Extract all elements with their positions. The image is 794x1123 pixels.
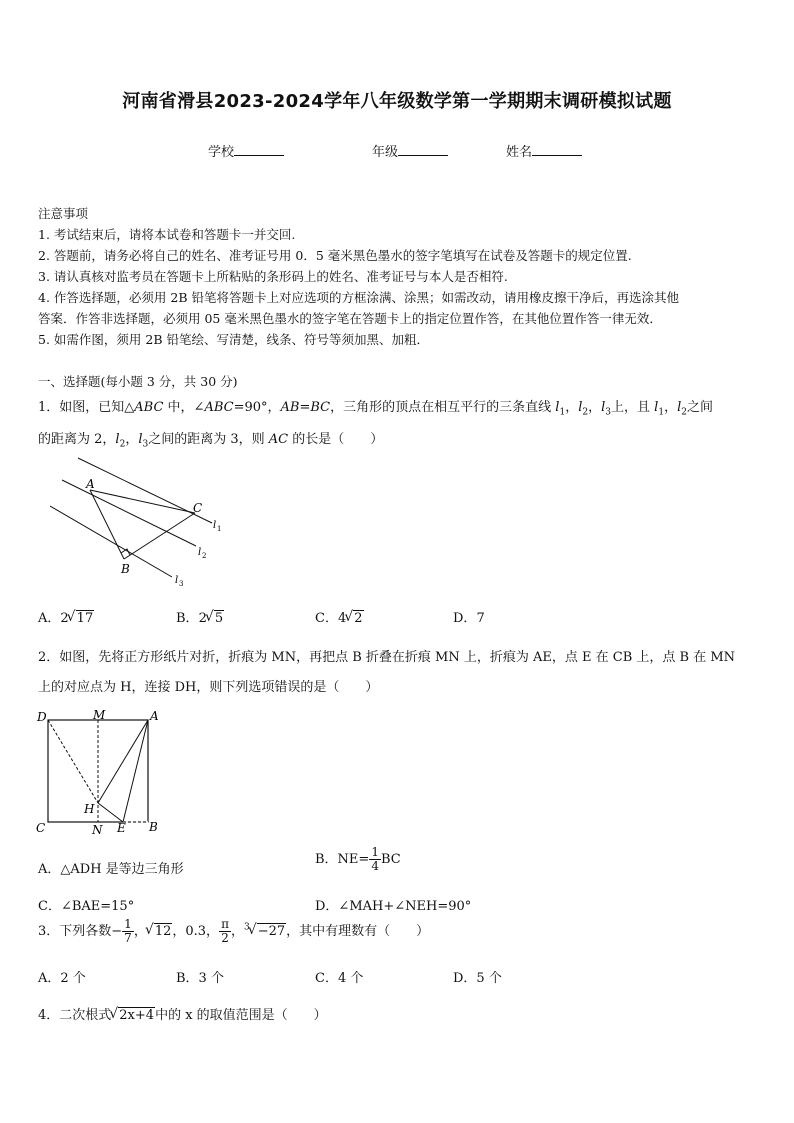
fraction	[369, 846, 381, 873]
q3-text: ，	[230, 924, 244, 939]
option-coef: 2	[60, 611, 69, 626]
label-a: A	[150, 709, 159, 723]
seg-ae	[123, 720, 148, 822]
option-letter: D．	[453, 611, 477, 626]
name-blank	[532, 143, 582, 156]
notice-item: 2. 答题前，请务必将自己的姓名、准考证号用 0．5 毫米黑色墨水的签字笔填写在试卷及答题卡的规定位置.	[38, 248, 632, 263]
q3-text: 3．下列各数−	[38, 924, 123, 939]
q3-option-b[interactable]: B．3 个	[176, 971, 224, 986]
q1-text: 上，且	[611, 400, 655, 415]
label-c: C	[193, 501, 203, 515]
q1-sub: 2	[119, 439, 126, 450]
q1-var: l	[138, 432, 143, 447]
label-l3-sub: 3	[179, 580, 184, 588]
notice-item: 5. 如需作图，须用 2B 铅笔绘、写清楚，线条、符号等须加黑、加粗．	[38, 332, 429, 347]
sqrt-symbol	[346, 611, 363, 626]
sqrt-symbol	[111, 1008, 155, 1023]
q1-var: AC	[268, 432, 289, 447]
q2-option-a[interactable]: A．△ADH 是等边三角形	[38, 862, 184, 877]
q1-sub: 1	[559, 407, 566, 418]
q1-text: =	[299, 400, 311, 415]
school-blank	[234, 143, 284, 156]
section-heading: 一、选择题(每小题 3 分，共 30 分)	[38, 374, 238, 389]
denominator: 2	[221, 931, 229, 945]
radicand: 17	[76, 611, 94, 626]
q4-text: 中的 x 的取值范围是（ ）	[155, 1008, 327, 1023]
label-e: E	[117, 821, 126, 835]
q1-line2: 的距离为 2，$l_2$，$l_3$之间的距离为 3，则 AC 的长是（ ）	[38, 432, 384, 450]
seg-he	[98, 803, 123, 822]
label-c: C	[36, 821, 46, 835]
grade-field	[372, 141, 448, 160]
q1-var: l	[677, 400, 682, 415]
right-angle-mark	[121, 549, 130, 555]
q1-figure	[50, 455, 240, 590]
q3-text: ，0.3，	[172, 924, 220, 939]
notice-heading: 注意事项	[38, 206, 89, 221]
seg-dh	[48, 720, 98, 803]
option-coef: 7	[476, 611, 485, 626]
q1-option-c[interactable]	[315, 607, 364, 626]
school-label: 学校	[208, 145, 235, 160]
fraction	[122, 918, 134, 945]
option-text: B．NE=	[315, 852, 370, 867]
option-letter: C．	[315, 611, 338, 626]
label-n: N	[92, 823, 103, 837]
q1-option-b[interactable]	[176, 607, 224, 626]
notice-item: 4. 作答选择题，必须用 2B 铅笔将答题卡上对应选项的方框涂满、涂黑；如需改动，请用橡皮擦干净后，再选涂其他	[38, 290, 679, 305]
q1-var: BC	[310, 400, 331, 415]
q3-line	[38, 918, 429, 945]
q3-option-d[interactable]: D．5 个	[453, 971, 502, 986]
q3-text: ，其中有理数有（ ）	[286, 924, 430, 939]
q1-text: 的长是（ ）	[288, 432, 384, 447]
sqrt-symbol	[147, 924, 173, 939]
q4-text: 4．二次根式	[38, 1008, 112, 1023]
q1-num: 1．	[38, 400, 60, 415]
seg-ah	[98, 720, 148, 803]
label-l2-sub: 2	[202, 552, 207, 560]
q1-text: 如图，已知△	[59, 400, 135, 415]
q4-line	[38, 1004, 327, 1023]
q1-text: ，三角形的顶点在相互平行的三条直线	[330, 400, 556, 415]
side-bc	[124, 513, 195, 559]
q1-var: AB	[280, 400, 300, 415]
q1-var: l	[654, 400, 659, 415]
option-coef: 2	[198, 611, 207, 626]
q1-var: ABC	[134, 400, 164, 415]
label-h: H	[84, 802, 95, 816]
radicand: 12	[154, 924, 172, 939]
q1-var: l	[578, 400, 583, 415]
page-title: 河南省滑县2023-2024学年八年级数学第一学期期末调研模拟试题	[122, 91, 672, 112]
label-a: A	[86, 477, 95, 491]
q1-option-d[interactable]	[453, 607, 485, 626]
q1-var: l	[555, 400, 560, 415]
denominator: 7	[124, 931, 132, 945]
denominator: 4	[371, 859, 379, 873]
name-label: 姓名	[506, 145, 533, 160]
notice-item: 3. 请认真核对监考员在答题卡上所粘贴的条形码上的姓名、准考证号与本人是否相符.	[38, 269, 508, 284]
notice-item: 1. 考试结束后，请将本试卷和答题卡一并交回.	[38, 227, 296, 242]
line-l3	[50, 506, 172, 577]
label-l2: l	[198, 547, 202, 558]
q1-text: =90°，	[233, 400, 281, 415]
radicand: 5	[214, 611, 224, 626]
grade-label: 年级	[372, 145, 399, 160]
q1-var: l	[115, 432, 120, 447]
q1-text: 的距离为 2，	[38, 432, 116, 447]
q2-line1: 2．如图，先将正方形纸片对折，折痕为 MN，再把点 B 折叠在折痕 MN 上，折痕为 AE，点 E 在 CB 上，点 B 在 MN	[38, 650, 736, 665]
school-field	[208, 141, 284, 160]
fraction	[219, 918, 231, 945]
label-m: M	[93, 708, 106, 722]
q2-line2: 上的对应点为 H，连接 DH，则下列选项错误的是（ ）	[38, 680, 379, 695]
numerator: 1	[124, 917, 132, 931]
label-l1-sub: 1	[217, 525, 222, 533]
q1-sub: 3	[605, 407, 612, 418]
name-field	[506, 141, 582, 160]
sqrt-symbol	[207, 611, 224, 626]
root-index: 3	[243, 922, 250, 933]
numerator: 1	[371, 845, 379, 859]
line-l2	[62, 480, 196, 546]
label-b: B	[149, 820, 158, 834]
q2-option-b[interactable]	[315, 846, 401, 873]
option-text: BC	[380, 852, 401, 867]
option-letter: B．	[176, 611, 199, 626]
side-ab	[90, 490, 124, 559]
notice-item: 答案．作答非选择题，必须用 05 毫米黑色墨水的签字笔在答题卡上的指定位置作答，在其他位置作答一律无效．	[38, 311, 662, 326]
q3-option-a[interactable]: A．2 个	[38, 971, 86, 986]
q1-text: 之间的距离为 3，则	[148, 432, 269, 447]
q2-figure	[35, 706, 170, 840]
radicand: 2	[354, 611, 363, 626]
sqrt-symbol	[69, 611, 95, 626]
label-b: B	[121, 562, 130, 576]
numerator: π	[221, 917, 229, 931]
radicand: −27	[257, 924, 286, 939]
cube-root-symbol	[250, 924, 286, 939]
q3-text: ，	[133, 924, 147, 939]
q1-sub: 2	[582, 407, 589, 418]
q1-var: l	[601, 400, 606, 415]
q1-sub: 1	[658, 407, 665, 418]
option-letter: A．	[38, 611, 61, 626]
q1-text: 中，∠	[163, 400, 205, 415]
q1-var: ABC	[204, 400, 234, 415]
q2-option-d[interactable]: D．∠MAH+∠NEH=90°	[315, 899, 472, 914]
label-l3: l	[175, 575, 179, 586]
line-l1	[78, 458, 212, 523]
q1-sub: 2	[681, 407, 687, 418]
option-coef: 4	[337, 611, 347, 626]
radicand: 2x+4	[119, 1008, 155, 1023]
q3-option-c[interactable]: C．4 个	[315, 971, 364, 986]
grade-blank	[398, 143, 448, 156]
q1-text: 之间	[687, 400, 714, 415]
q2-option-c[interactable]: C．∠BAE=15°	[38, 899, 135, 914]
q1-line1: 1．如图，已知△ABC 中，∠ABC=90°，AB=BC，三角形的顶点在相互平行的三条直线 $l_1$，$l_2$，$l_3$上，且 $l_1$，$l_2$之间	[38, 400, 714, 418]
q1-sub: 3	[142, 439, 149, 450]
q1-option-a[interactable]	[38, 607, 94, 626]
label-l1: l	[213, 520, 217, 531]
label-d: D	[37, 710, 47, 724]
